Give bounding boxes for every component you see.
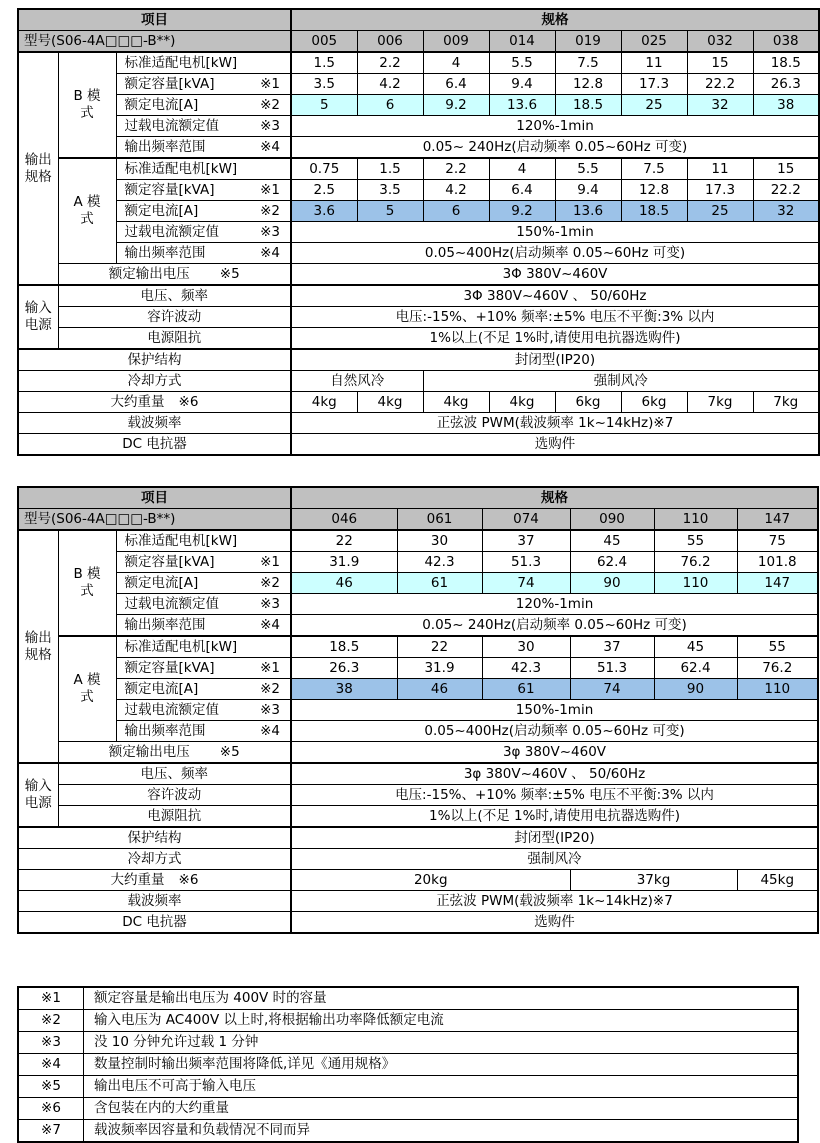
value-cell: 17.3 bbox=[621, 74, 687, 95]
value-cell: 22.2 bbox=[753, 180, 819, 201]
value-cell: 0.75 bbox=[291, 158, 357, 180]
value-cell: 5.5 bbox=[555, 158, 621, 180]
value-cell: 101.8 bbox=[737, 552, 818, 573]
footnote-mark: ※7 bbox=[18, 1120, 84, 1143]
value-cell: 7.5 bbox=[555, 52, 621, 74]
value-cell: 0.05~ 240Hz(启动频率 0.05~60Hz 可变) bbox=[291, 137, 819, 159]
value-cell: 62.4 bbox=[654, 658, 737, 679]
b-mode-label: B 模式 bbox=[58, 530, 116, 636]
footnote-row bbox=[18, 1032, 798, 1054]
table-row bbox=[18, 52, 819, 74]
value-cell: 2.5 bbox=[291, 180, 357, 201]
value-cell: 12.8 bbox=[555, 74, 621, 95]
table-row bbox=[18, 328, 819, 350]
value-cell: 0.05~400Hz(启动频率 0.05~60Hz 可变) bbox=[291, 721, 818, 742]
value-cell: 1.5 bbox=[291, 52, 357, 74]
value-cell: 20kg bbox=[291, 870, 570, 891]
value-cell: 13.6 bbox=[555, 201, 621, 222]
footnote-ref: ※2 bbox=[260, 680, 280, 697]
value-cell: 30 bbox=[482, 636, 570, 658]
value-cell: 90 bbox=[654, 679, 737, 700]
model-cell: 009 bbox=[423, 31, 489, 53]
table-row bbox=[18, 180, 819, 201]
value-cell: 51.3 bbox=[570, 658, 654, 679]
table-row bbox=[18, 721, 818, 742]
footnote-mark: ※2 bbox=[18, 1010, 84, 1032]
value-cell: 6kg bbox=[621, 392, 687, 413]
model-row bbox=[18, 31, 819, 53]
footnotes-table bbox=[17, 986, 799, 1143]
value-cell: 147 bbox=[737, 573, 818, 594]
value-cell: 自然风冷 bbox=[291, 371, 423, 392]
row-label: 过载电流额定值 ※3 bbox=[116, 594, 291, 615]
value-cell: 4 bbox=[489, 158, 555, 180]
row-label: 冷却方式 bbox=[18, 371, 291, 392]
table-row bbox=[18, 594, 818, 615]
value-cell: 18.5 bbox=[621, 201, 687, 222]
model-cell: 014 bbox=[489, 31, 555, 53]
value-cell: 46 bbox=[397, 679, 482, 700]
table-row bbox=[18, 658, 818, 679]
value-cell: 13.6 bbox=[489, 95, 555, 116]
value-cell: 6 bbox=[357, 95, 423, 116]
section-output-spec: 输出规格 bbox=[18, 530, 58, 763]
row-label: 标准适配电机[kW] bbox=[116, 636, 291, 658]
row-label: 过载电流额定值 ※3 bbox=[116, 222, 291, 243]
table-row bbox=[18, 413, 819, 434]
row-label: 额定电流[A] ※2 bbox=[116, 95, 291, 116]
row-label: 电源阻抗 bbox=[58, 328, 291, 350]
row-label: 容许波动 bbox=[58, 785, 291, 806]
value-cell: 45 bbox=[654, 636, 737, 658]
footnote-ref: ※4 bbox=[260, 244, 280, 261]
model-cell: 147 bbox=[737, 509, 818, 531]
footnote-ref: ※4 bbox=[260, 616, 280, 633]
value-cell: 37kg bbox=[570, 870, 737, 891]
value-cell: 4kg bbox=[357, 392, 423, 413]
model-cell: 046 bbox=[291, 509, 397, 531]
value-cell: 2.2 bbox=[423, 158, 489, 180]
value-cell: 17.3 bbox=[687, 180, 753, 201]
value-cell: 55 bbox=[654, 530, 737, 552]
value-cell: 7kg bbox=[753, 392, 819, 413]
value-cell: 11 bbox=[621, 52, 687, 74]
table-row bbox=[18, 264, 819, 286]
value-cell: 1%以上(不足 1%时,请使用电抗器选购件) bbox=[291, 806, 818, 828]
value-cell: 3φ 380V~460V bbox=[291, 742, 818, 764]
row-label: 额定电流[A] ※2 bbox=[116, 573, 291, 594]
value-cell: 9.4 bbox=[555, 180, 621, 201]
table-row bbox=[18, 700, 818, 721]
footnote-ref: ※3 bbox=[260, 701, 280, 718]
footnote-text: 输入电压为 AC400V 以上时,将根据输出功率降低额定电流 bbox=[84, 1010, 799, 1032]
value-cell: 22 bbox=[397, 636, 482, 658]
value-cell: 42.3 bbox=[397, 552, 482, 573]
value-cell: 2.2 bbox=[357, 52, 423, 74]
table-header-row bbox=[18, 9, 819, 31]
row-label: 标准适配电机[kW] bbox=[116, 158, 291, 180]
table-row bbox=[18, 742, 818, 764]
footnote-text: 数量控制时输出频率范围将降低,详见《通用规格》 bbox=[84, 1054, 799, 1076]
row-label: 额定输出电压 ※5 bbox=[58, 264, 291, 286]
table-row bbox=[18, 615, 818, 637]
table-row bbox=[18, 349, 819, 371]
value-cell: 7kg bbox=[687, 392, 753, 413]
value-cell: 18.5 bbox=[555, 95, 621, 116]
footnote-mark: ※5 bbox=[18, 1076, 84, 1098]
footnote-ref: ※5 bbox=[219, 743, 240, 760]
value-cell: 61 bbox=[482, 679, 570, 700]
model-label: 型号(S06-4A□□□-B**) bbox=[18, 31, 291, 53]
footnote-mark: ※4 bbox=[18, 1054, 84, 1076]
value-cell: 4kg bbox=[291, 392, 357, 413]
table-header-row bbox=[18, 487, 818, 509]
value-cell: 5 bbox=[291, 95, 357, 116]
value-cell: 3Φ 380V~460V bbox=[291, 264, 819, 286]
value-cell: 封闭型(IP20) bbox=[291, 349, 819, 371]
table-row bbox=[18, 74, 819, 95]
row-label: 额定容量[kVA] ※1 bbox=[116, 180, 291, 201]
value-cell: 5.5 bbox=[489, 52, 555, 74]
table-row bbox=[18, 222, 819, 243]
value-cell: 选购件 bbox=[291, 912, 818, 934]
value-cell: 37 bbox=[570, 636, 654, 658]
value-cell: 74 bbox=[482, 573, 570, 594]
value-cell: 120%-1min bbox=[291, 116, 819, 137]
value-cell: 32 bbox=[687, 95, 753, 116]
value-cell: 74 bbox=[570, 679, 654, 700]
value-cell: 15 bbox=[687, 52, 753, 74]
row-label: 输出频率范围 ※4 bbox=[116, 615, 291, 637]
table-row bbox=[18, 158, 819, 180]
footnote-ref: ※2 bbox=[260, 96, 280, 113]
footnote-ref: ※1 bbox=[260, 659, 280, 676]
model-cell: 019 bbox=[555, 31, 621, 53]
model-cell: 090 bbox=[570, 509, 654, 531]
row-label: 输出频率范围 ※4 bbox=[116, 137, 291, 159]
footnote-ref: ※3 bbox=[260, 223, 280, 240]
footnote-row bbox=[18, 987, 798, 1010]
value-cell: 150%-1min bbox=[291, 700, 818, 721]
footnote-text: 输出电压不可高于输入电压 bbox=[84, 1076, 799, 1098]
table-row bbox=[18, 636, 818, 658]
table-row bbox=[18, 763, 818, 785]
value-cell: 电压:-15%、+10% 频率:±5% 电压不平衡:3% 以内 bbox=[291, 785, 818, 806]
row-label: 电压、频率 bbox=[58, 285, 291, 307]
row-label: 输出频率范围 ※4 bbox=[116, 243, 291, 264]
footnote-ref: ※1 bbox=[260, 181, 280, 198]
value-cell: 5 bbox=[357, 201, 423, 222]
table-row bbox=[18, 95, 819, 116]
footnote-ref: ※3 bbox=[260, 117, 280, 134]
footnote-text: 没 10 分钟允许过载 1 分钟 bbox=[84, 1032, 799, 1054]
value-cell: 76.2 bbox=[737, 658, 818, 679]
header-spec: 规格 bbox=[291, 487, 818, 509]
value-cell: 9.4 bbox=[489, 74, 555, 95]
value-cell: 7.5 bbox=[621, 158, 687, 180]
value-cell: 75 bbox=[737, 530, 818, 552]
row-label: 大约重量 ※6 bbox=[18, 870, 291, 891]
row-label: 标准适配电机[kW] bbox=[116, 530, 291, 552]
value-cell: 22.2 bbox=[687, 74, 753, 95]
footnote-ref: ※3 bbox=[260, 595, 280, 612]
value-cell: 120%-1min bbox=[291, 594, 818, 615]
value-cell: 30 bbox=[397, 530, 482, 552]
footnote-ref: ※5 bbox=[219, 265, 240, 282]
table-row bbox=[18, 679, 818, 700]
table-row bbox=[18, 552, 818, 573]
footnote-ref: ※6 bbox=[178, 871, 199, 888]
row-label: 电源阻抗 bbox=[58, 806, 291, 828]
value-cell: 9.2 bbox=[423, 95, 489, 116]
footnote-row bbox=[18, 1010, 798, 1032]
table-row bbox=[18, 573, 818, 594]
value-cell: 42.3 bbox=[482, 658, 570, 679]
row-label: 额定容量[kVA] ※1 bbox=[116, 658, 291, 679]
footnote-mark: ※6 bbox=[18, 1098, 84, 1120]
value-cell: 3.6 bbox=[291, 201, 357, 222]
value-cell: 选购件 bbox=[291, 434, 819, 456]
value-cell: 3.5 bbox=[291, 74, 357, 95]
header-item: 项目 bbox=[18, 9, 291, 31]
value-cell: 25 bbox=[621, 95, 687, 116]
value-cell: 25 bbox=[687, 201, 753, 222]
value-cell: 61 bbox=[397, 573, 482, 594]
spec-table-1 bbox=[17, 8, 820, 456]
footnote-text: 含包装在内的大约重量 bbox=[84, 1098, 799, 1120]
footnote-mark: ※1 bbox=[18, 987, 84, 1010]
row-label: 载波频率 bbox=[18, 891, 291, 912]
table-row bbox=[18, 785, 818, 806]
row-label: 电压、频率 bbox=[58, 763, 291, 785]
header-item: 项目 bbox=[18, 487, 291, 509]
value-cell: 强制风冷 bbox=[291, 849, 818, 870]
value-cell: 电压:-15%、+10% 频率:±5% 电压不平衡:3% 以内 bbox=[291, 307, 819, 328]
table-row bbox=[18, 137, 819, 159]
table-row bbox=[18, 530, 818, 552]
value-cell: 6kg bbox=[555, 392, 621, 413]
value-cell: 55 bbox=[737, 636, 818, 658]
footnote-ref: ※1 bbox=[260, 553, 280, 570]
value-cell: 18.5 bbox=[291, 636, 397, 658]
model-cell: 006 bbox=[357, 31, 423, 53]
footnote-ref: ※2 bbox=[260, 574, 280, 591]
model-cell: 025 bbox=[621, 31, 687, 53]
footnote-text: 载波频率因容量和负载情况不同而异 bbox=[84, 1120, 799, 1143]
row-label: 额定电流[A] ※2 bbox=[116, 679, 291, 700]
table-row bbox=[18, 806, 818, 828]
value-cell: 0.05~400Hz(启动频率 0.05~60Hz 可变) bbox=[291, 243, 819, 264]
spec-table-2 bbox=[17, 486, 819, 934]
model-cell: 005 bbox=[291, 31, 357, 53]
footnote-row bbox=[18, 1120, 798, 1143]
table-row bbox=[18, 116, 819, 137]
table-row bbox=[18, 870, 818, 891]
row-label: 过载电流额定值 ※3 bbox=[116, 700, 291, 721]
table-row bbox=[18, 392, 819, 413]
value-cell: 强制风冷 bbox=[423, 371, 819, 392]
value-cell: 9.2 bbox=[489, 201, 555, 222]
model-label: 型号(S06-4A□□□-B**) bbox=[18, 509, 291, 531]
value-cell: 18.5 bbox=[753, 52, 819, 74]
value-cell: 45kg bbox=[737, 870, 818, 891]
value-cell: 46 bbox=[291, 573, 397, 594]
value-cell: 12.8 bbox=[621, 180, 687, 201]
row-label: 保护结构 bbox=[18, 827, 291, 849]
row-label: 容许波动 bbox=[58, 307, 291, 328]
value-cell: 4 bbox=[423, 52, 489, 74]
value-cell: 6.4 bbox=[489, 180, 555, 201]
value-cell: 110 bbox=[737, 679, 818, 700]
model-cell: 061 bbox=[397, 509, 482, 531]
value-cell: 3φ 380V~460V 、 50/60Hz bbox=[291, 763, 818, 785]
value-cell: 1%以上(不足 1%时,请使用电抗器选购件) bbox=[291, 328, 819, 350]
footnote-row bbox=[18, 1076, 798, 1098]
footnote-ref: ※4 bbox=[260, 722, 280, 739]
section-input-power: 输入电源 bbox=[18, 285, 58, 349]
row-label: 额定输出电压 ※5 bbox=[58, 742, 291, 764]
value-cell: 11 bbox=[687, 158, 753, 180]
value-cell: 22 bbox=[291, 530, 397, 552]
value-cell: 4.2 bbox=[423, 180, 489, 201]
value-cell: 1.5 bbox=[357, 158, 423, 180]
model-cell: 032 bbox=[687, 31, 753, 53]
row-label: 额定电流[A] ※2 bbox=[116, 201, 291, 222]
table-row bbox=[18, 201, 819, 222]
value-cell: 3Φ 380V~460V 、 50/60Hz bbox=[291, 285, 819, 307]
value-cell: 37 bbox=[482, 530, 570, 552]
value-cell: 6.4 bbox=[423, 74, 489, 95]
footnote-mark: ※3 bbox=[18, 1032, 84, 1054]
model-cell: 110 bbox=[654, 509, 737, 531]
value-cell: 26.3 bbox=[291, 658, 397, 679]
table-row bbox=[18, 371, 819, 392]
footnote-ref: ※4 bbox=[260, 138, 280, 155]
model-row bbox=[18, 509, 818, 531]
value-cell: 6 bbox=[423, 201, 489, 222]
footnote-ref: ※2 bbox=[260, 202, 280, 219]
value-cell: 4kg bbox=[489, 392, 555, 413]
value-cell: 76.2 bbox=[654, 552, 737, 573]
row-label: 额定容量[kVA] ※1 bbox=[116, 74, 291, 95]
table-row bbox=[18, 849, 818, 870]
model-cell: 074 bbox=[482, 509, 570, 531]
a-mode-label: A 模式 bbox=[58, 636, 116, 742]
table-row bbox=[18, 285, 819, 307]
table-row bbox=[18, 891, 818, 912]
value-cell: 38 bbox=[753, 95, 819, 116]
value-cell: 4kg bbox=[423, 392, 489, 413]
value-cell: 32 bbox=[753, 201, 819, 222]
value-cell: 封闭型(IP20) bbox=[291, 827, 818, 849]
footnote-row bbox=[18, 1098, 798, 1120]
b-mode-label: B 模式 bbox=[58, 52, 116, 158]
a-mode-label: A 模式 bbox=[58, 158, 116, 264]
table-row bbox=[18, 912, 818, 934]
value-cell: 38 bbox=[291, 679, 397, 700]
table-row bbox=[18, 434, 819, 456]
value-cell: 0.05~ 240Hz(启动频率 0.05~60Hz 可变) bbox=[291, 615, 818, 637]
section-output-spec: 输出规格 bbox=[18, 52, 58, 285]
row-label: DC 电抗器 bbox=[18, 434, 291, 456]
value-cell: 4.2 bbox=[357, 74, 423, 95]
value-cell: 51.3 bbox=[482, 552, 570, 573]
value-cell: 正弦波 PWM(载波频率 1k~14kHz)※7 bbox=[291, 891, 818, 912]
header-spec: 规格 bbox=[291, 9, 819, 31]
value-cell: 31.9 bbox=[291, 552, 397, 573]
value-cell: 26.3 bbox=[753, 74, 819, 95]
row-label: 过载电流额定值 ※3 bbox=[116, 116, 291, 137]
value-cell: 31.9 bbox=[397, 658, 482, 679]
value-cell: 110 bbox=[654, 573, 737, 594]
table-row bbox=[18, 307, 819, 328]
model-cell: 038 bbox=[753, 31, 819, 53]
value-cell: 90 bbox=[570, 573, 654, 594]
table-row bbox=[18, 243, 819, 264]
value-cell: 150%-1min bbox=[291, 222, 819, 243]
row-label: 标准适配电机[kW] bbox=[116, 52, 291, 74]
row-label: 载波频率 bbox=[18, 413, 291, 434]
row-label: 输出频率范围 ※4 bbox=[116, 721, 291, 742]
row-label: DC 电抗器 bbox=[18, 912, 291, 934]
value-cell: 正弦波 PWM(载波频率 1k~14kHz)※7 bbox=[291, 413, 819, 434]
row-label: 额定容量[kVA] ※1 bbox=[116, 552, 291, 573]
footnote-row bbox=[18, 1054, 798, 1076]
row-label: 冷却方式 bbox=[18, 849, 291, 870]
section-input-power: 输入电源 bbox=[18, 763, 58, 827]
value-cell: 45 bbox=[570, 530, 654, 552]
value-cell: 15 bbox=[753, 158, 819, 180]
row-label: 保护结构 bbox=[18, 349, 291, 371]
footnote-ref: ※1 bbox=[260, 75, 280, 92]
row-label: 大约重量 ※6 bbox=[18, 392, 291, 413]
footnote-ref: ※6 bbox=[178, 393, 199, 410]
value-cell: 62.4 bbox=[570, 552, 654, 573]
value-cell: 3.5 bbox=[357, 180, 423, 201]
footnote-text: 额定容量是输出电压为 400V 时的容量 bbox=[84, 987, 799, 1010]
table-row bbox=[18, 827, 818, 849]
